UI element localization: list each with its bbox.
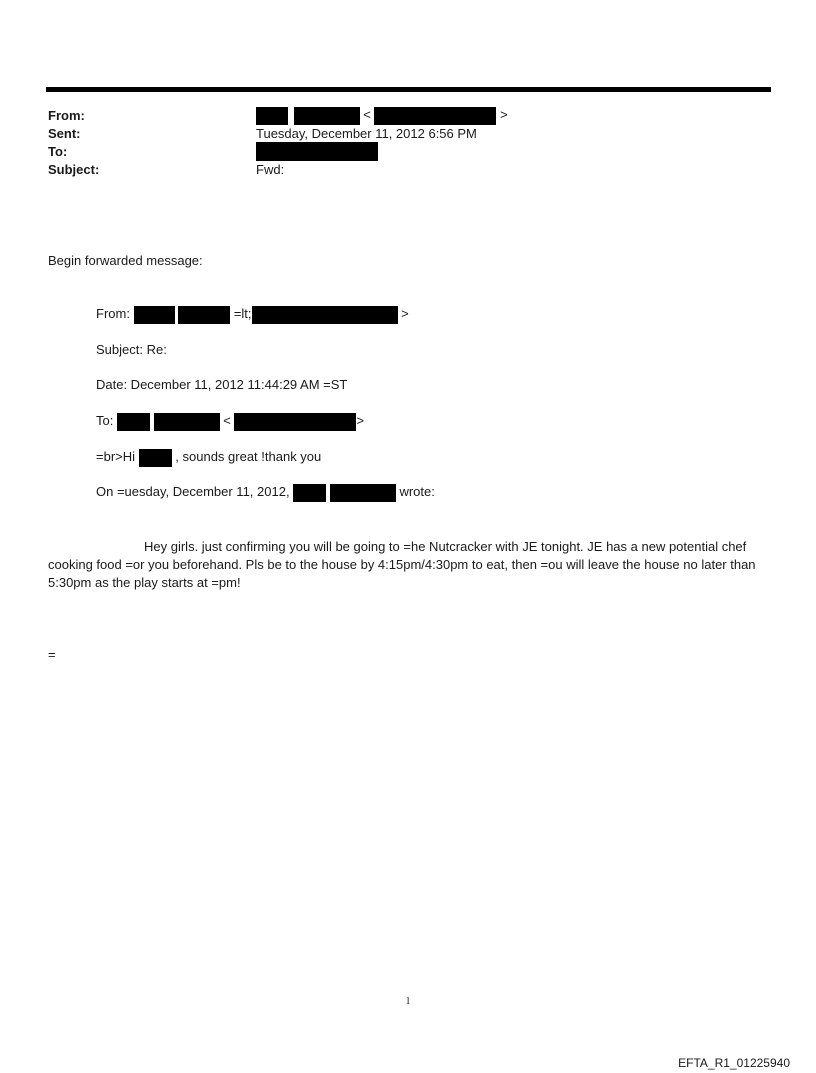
- reply-line: [96, 448, 321, 467]
- redaction-block: [256, 107, 288, 125]
- header-rule: [46, 87, 771, 92]
- redaction-block: [374, 107, 496, 125]
- redaction-block: [178, 306, 230, 324]
- from-label: From:: [48, 108, 85, 123]
- fwd-from-gt: >: [401, 306, 409, 321]
- to-label: To:: [48, 144, 68, 159]
- from-value: [256, 106, 508, 125]
- fwd-to-label: To:: [96, 413, 114, 428]
- fwd-from-label: From:: [96, 306, 130, 321]
- redaction-block: [252, 306, 398, 324]
- on-suffix: wrote:: [399, 484, 435, 499]
- redaction-block: [330, 484, 396, 502]
- fwd-from-lt: =lt;: [233, 306, 252, 321]
- subject-value: Fwd:: [256, 162, 285, 177]
- page-number: 1: [405, 996, 411, 1007]
- from-gt: >: [500, 107, 508, 122]
- redaction-block: [294, 107, 360, 125]
- redaction-block: [134, 306, 175, 324]
- reply-suffix: , sounds great !thank you: [175, 449, 322, 464]
- fwd-subject: Subject: Re:: [96, 342, 167, 357]
- on-prefix: On =uesday, December 11, 2012,: [96, 484, 290, 499]
- bates-number: EFTA_R1_01225940: [678, 1056, 790, 1070]
- forward-intro: Begin forwarded message:: [48, 253, 203, 268]
- reply-prefix: =br>Hi: [96, 449, 136, 464]
- quoted-paragraph: Hey girls. just confirming you will be going to =he Nutcracker with JE tonight. JE has a new potential chef cooking food =or you beforehand. Pls be to the house by 4:15pm/4:30pm to eat, then =ou will leave the house no later than 5:30pm as the play starts at =pm!: [48, 539, 756, 590]
- sent-label: Sent:: [48, 126, 81, 141]
- redaction-block: [139, 449, 172, 467]
- trailing-equals: =: [48, 647, 56, 662]
- redaction-block: [234, 413, 356, 431]
- to-value: [256, 142, 378, 161]
- fwd-date: Date: December 11, 2012 11:44:29 AM =ST: [96, 377, 348, 392]
- fwd-from-line: [96, 305, 409, 324]
- fwd-to-gt: >: [356, 413, 365, 428]
- redaction-block: [256, 142, 378, 161]
- from-lt: <: [363, 107, 371, 122]
- fwd-to-line: [96, 412, 364, 431]
- sent-value: Tuesday, December 11, 2012 6:56 PM: [256, 126, 477, 141]
- redaction-block: [117, 413, 150, 431]
- on-wrote-line: [96, 483, 435, 502]
- fwd-to-lt: <: [223, 413, 231, 428]
- subject-label: Subject:: [48, 162, 100, 177]
- redaction-block: [293, 484, 326, 502]
- redaction-block: [154, 413, 220, 431]
